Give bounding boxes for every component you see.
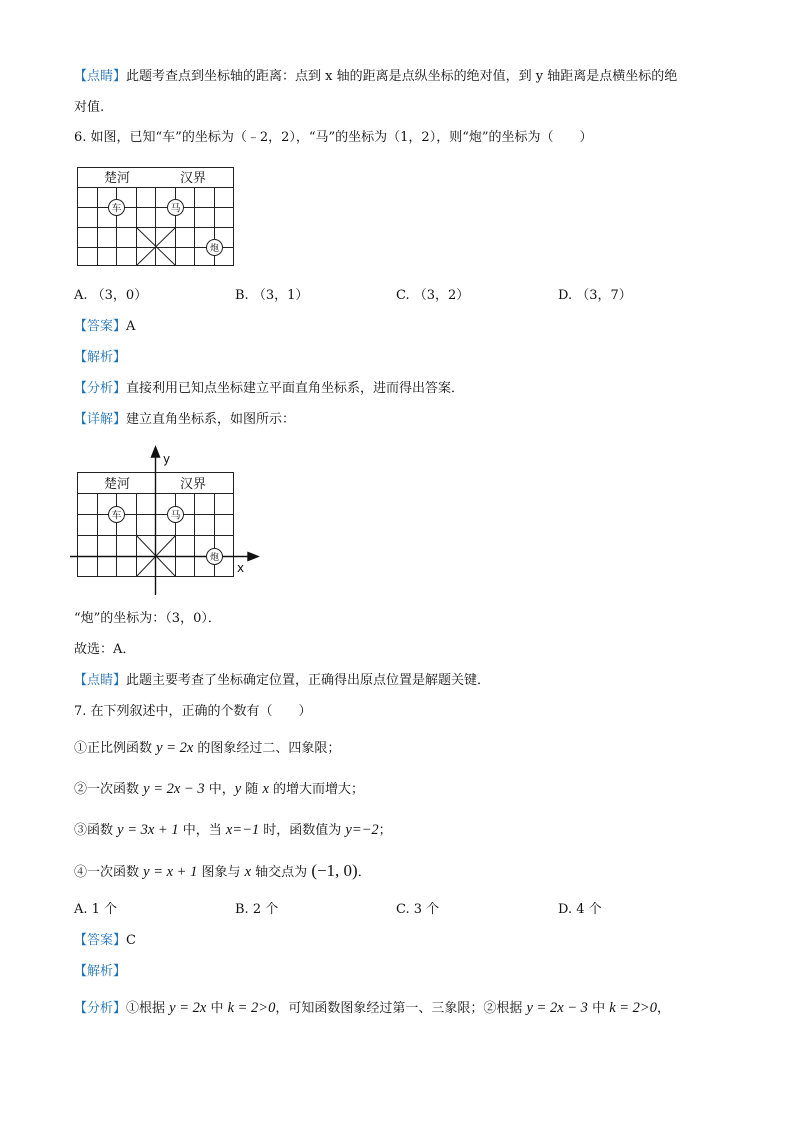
piece-ma-label: 马	[170, 203, 181, 215]
text: 轴交点为	[251, 865, 312, 880]
text: 的增大而增大；	[268, 782, 365, 797]
answer-tag: 【答案】	[74, 319, 127, 334]
q7-option-d: D. 4 个	[558, 902, 602, 917]
q6-option-a: A. （3，0）	[74, 288, 148, 303]
q6-answer-line	[74, 318, 135, 336]
q6-fenxi-line	[74, 380, 464, 398]
text: 随	[241, 782, 263, 797]
math-expr: k = 2>0	[227, 1000, 276, 1016]
q6-stem: 6. 如图，已知“车”的坐标为（﹣2，2），“马”的坐标为（1，2），则“炮”的坐标为（ ）	[74, 130, 593, 145]
x-axis-label: x	[237, 561, 245, 575]
comment-tag: 【点睛】	[74, 673, 127, 688]
q7-option-b: B. 2 个	[235, 902, 279, 917]
piece-che-label: 车	[111, 203, 122, 215]
fenxi-tag: 【分析】	[74, 1001, 127, 1016]
answer-value: A	[126, 319, 136, 334]
math-var: x	[244, 864, 252, 880]
q6-result: “炮”的坐标为：（3，0）．	[74, 611, 221, 626]
detail-text: 建立直角坐标系，如图所示：	[126, 412, 296, 427]
math-expr: y = 2x	[169, 1000, 207, 1016]
y-axis-arrow-icon	[152, 447, 160, 457]
math-var: x	[262, 781, 269, 797]
text: ，	[656, 1001, 670, 1016]
y-axis-label: y	[163, 452, 171, 466]
text: 图象与	[197, 865, 245, 880]
math-expr: (−1, 0)	[311, 861, 358, 880]
fenxi-tag: 【分析】	[74, 381, 127, 396]
text: 中，	[204, 782, 235, 797]
math-expr: y = x + 1	[143, 864, 198, 880]
comment-tag: 【点睛】	[74, 69, 127, 84]
math-expr: y = 2x	[156, 740, 194, 756]
comment-text: 此题主要考查了坐标确定位置，正确得出原点位置是解题关键．	[126, 673, 491, 688]
q7-fenxi-line	[74, 999, 670, 1018]
math-expr: k = 2>0	[609, 1000, 657, 1016]
q7-analysis-tag: 【解析】	[74, 964, 127, 979]
piece-che-label: 车	[111, 510, 122, 522]
x-axis-arrow-icon	[248, 553, 258, 561]
q7-statement-4	[74, 862, 371, 882]
math-expr: x=−1	[225, 822, 260, 838]
fenxi-text: 直接利用已知点坐标建立平面直角坐标系，进而得出答案．	[126, 381, 465, 396]
q6-option-d: D. （3，7）	[558, 288, 632, 303]
q5-comment-line	[74, 68, 677, 86]
text: 中	[206, 1001, 228, 1016]
q7-option-c: C. 3 个	[396, 902, 440, 917]
q6-comment-line	[74, 672, 490, 690]
text: ①正比例函数	[74, 741, 157, 756]
piece-pao-label: 炮	[209, 553, 220, 563]
math-expr: y = 2x − 3	[526, 1000, 588, 1016]
math-expr: y = 3x + 1	[117, 822, 179, 838]
q6-option-b: B. （3，1）	[235, 288, 309, 303]
q6-option-c: C. （3，2）	[396, 288, 470, 303]
text: ①根据	[126, 1001, 170, 1016]
detail-tag: 【详解】	[74, 412, 127, 427]
q7-answer-line	[74, 932, 136, 950]
text: 中，当	[178, 823, 226, 838]
text: ④一次函数	[74, 865, 144, 880]
answer-tag: 【答案】	[74, 933, 127, 948]
text: ，可知函数图象经过第一、三象限；②根据	[275, 1001, 527, 1016]
text: 时，函数值为	[259, 823, 346, 838]
q6-detail-line	[74, 411, 295, 429]
q6-choose: 故选：A．	[74, 642, 136, 657]
river-right-label: 汉界	[180, 171, 207, 186]
q7-stem: 7. 在下列叙述中，正确的个数有（ ）	[74, 704, 312, 719]
q7-statement-2	[74, 780, 364, 799]
q7-statement-1	[74, 739, 340, 758]
chess-board-figure	[70, 162, 240, 268]
q7-option-a: A. 1 个	[74, 902, 118, 917]
piece-pao-label: 炮	[209, 244, 220, 254]
text: ②一次函数	[74, 782, 144, 797]
text: ③函数	[74, 823, 118, 838]
text: ；	[378, 823, 392, 838]
math-expr: y = 2x − 3	[143, 781, 205, 797]
answer-value: C	[126, 933, 136, 948]
text: ．	[357, 865, 371, 880]
river-left-label: 楚河	[104, 171, 131, 186]
math-expr: y=−2	[345, 822, 379, 838]
coordinate-board-figure	[70, 443, 270, 603]
river-right-label: 汉界	[180, 477, 207, 492]
text: 的图象经过二、四象限；	[193, 741, 341, 756]
q5-comment-cont: 对值.	[74, 100, 105, 115]
q7-statement-3	[74, 821, 392, 840]
river-left-label: 楚河	[104, 477, 131, 492]
piece-ma-label: 马	[170, 510, 181, 522]
q6-analysis-tag: 【解析】	[74, 350, 127, 365]
text: 中	[587, 1001, 610, 1016]
comment-text: 此题考查点到坐标轴的距离：点到 x 轴的距离是点纵坐标的绝对值，到 y 轴距离是点横坐标的绝	[126, 69, 678, 84]
math-var: y	[234, 781, 242, 797]
